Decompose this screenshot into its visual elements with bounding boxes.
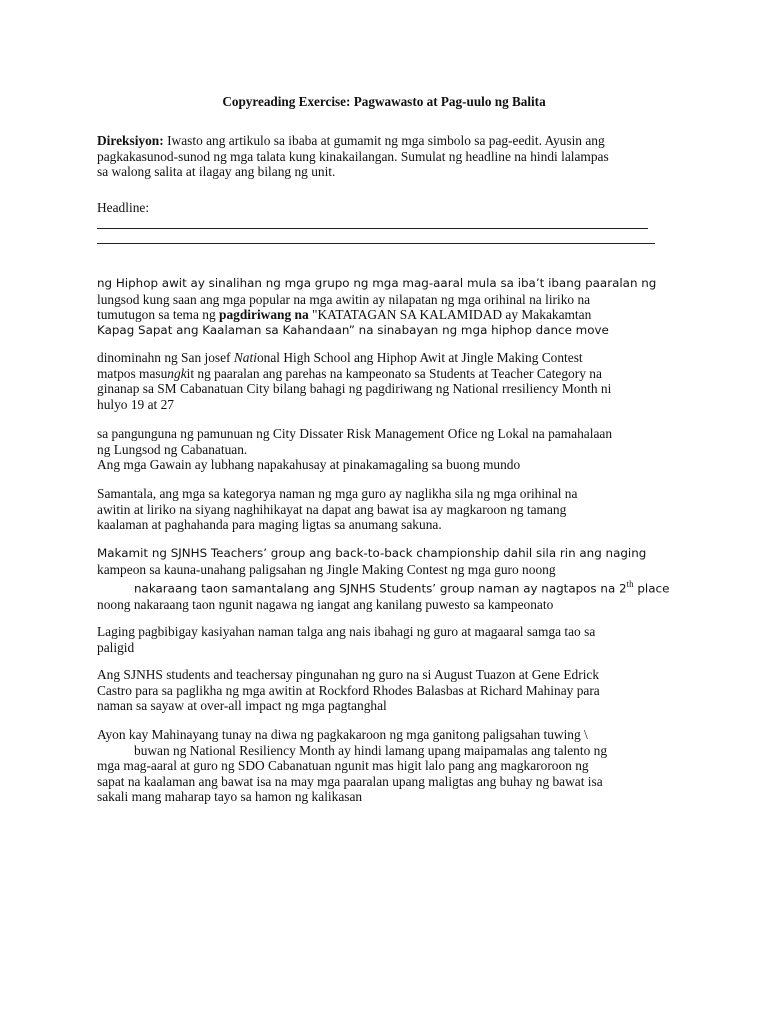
directions-line: sa walong salita at ilagay ang bilang ng unit.: [97, 164, 336, 180]
paragraph-line: hulyo 19 at 27: [97, 396, 174, 412]
paragraph-2: [97, 350, 677, 412]
directions-label: Direksiyon:: [97, 133, 164, 148]
paragraph-line: buwan ng National Resiliency Month ay hindi lamang upang maipamalas ang talento ng: [134, 742, 608, 758]
paragraph-line: kaalaman at paghahanda para maging ligtas sa anumang sakuna.: [97, 517, 442, 533]
paragraph-1: [97, 276, 677, 338]
paragraph-line: matpos masu: [97, 365, 168, 381]
paragraph-line: Kapag Sapat ang Kaalaman sa Kahandaan” na sinabayan ng mga hiphop dance move: [97, 322, 609, 337]
headline-blank-line-1: [97, 228, 648, 229]
paragraph-line: tumutugon sa tema ng: [97, 307, 219, 323]
paragraph-6: [97, 624, 677, 655]
directions-line: pagkakasunod-sunod ng mga talata kung kinakailangan. Sumulat ng headline na hindi lalampas: [97, 148, 609, 164]
headline-label-text: Headline:: [97, 200, 150, 215]
paragraph-line: Ayon kay Mahinayang tunay na diwa ng pagkakaroon ng mga ganitong paligsahan tuwing \: [97, 727, 588, 742]
paragraph-line: Makamit ng SJNHS Teachers’ group ang back-to-back championship dahil sila rin ang naging: [97, 546, 647, 560]
bold-text: pagdiriwang na: [219, 307, 309, 323]
paragraph-line: mga mag-aaral at guro ng SDO Cabanatuan ngunit mas higit lalo pang ang magkaroroon ng: [97, 758, 589, 774]
paragraph-4: [97, 486, 677, 533]
paragraph-3: [97, 426, 677, 473]
paragraph-line: paligid: [97, 639, 135, 655]
paragraph-line: lungsod kung saan ang mga popular na mga awitin ay nilapatan ng mga orihinal na liriko na: [97, 291, 591, 307]
headline-blank-line-2: [97, 243, 655, 244]
paragraph-7: [97, 667, 677, 714]
paragraph-line: Laging pagbibigay kasiyahan naman talga ang nais ibahagi ng guro at magaaral samga tao sa: [97, 624, 596, 639]
paragraph-line: sakali mang maharap tayo sa hamon ng kalikasan: [97, 789, 363, 805]
paragraph-line: Samantala, ang mga sa kategorya naman ng mga guro ay naglikha sila ng mga orihinal na: [97, 486, 578, 501]
italic-text: Nati: [233, 350, 257, 365]
paragraph-line: Castro para sa paglikha ng mga awitin at Rockford Rhodes Balasbas at Richard Mahinay para: [97, 682, 600, 698]
paragraph-line: ng Hiphop awit ay sinalihan ng mga grupo ng mga mag-aaral mula sa iba’t ibang paaralan ng: [97, 276, 657, 290]
paragraph-line: nakaraang taon samantalang ang SJNHS Students’ group naman ay nagtapos na 2: [134, 581, 627, 596]
paragraph-line: Ang mga Gawain ay lubhang napakahusay at pinakamagaling sa buong mundo: [97, 457, 521, 473]
paragraph-line: sa pangunguna ng pamunuan ng City Dissater Risk Management Ofice ng Lokal na pamahalaan: [97, 426, 613, 441]
italic-text: ngk: [167, 365, 187, 381]
superscript-text: th: [626, 579, 634, 590]
page-title: Copyreading Exercise: Pagwawasto at Pag-uulo ng Balita: [222, 94, 546, 109]
headline-label: [97, 200, 677, 216]
directions-line: Iwasto ang artikulo sa ibaba at gumamit ng mga simbolo sa pag-eedit. Ayusin ang: [163, 133, 605, 148]
paragraph-line: awitin at liriko na siyang naghihikayat na dapat ang bawat isa ay magkaroon ng tamang: [97, 501, 567, 517]
paragraph-line: it ng paaralan ang parehas na kampeonato sa Students at Teacher Category na: [186, 365, 602, 381]
paragraph-5: [97, 546, 677, 613]
paragraph-line: Ang SJNHS students and teachersay pingunahan ng guro na si August Tuazon at Gene Edrick: [97, 667, 600, 682]
paragraph-line: noong nakaraang taon ngunit nagawa ng iangat ang kanilang puwesto sa kampeonato: [97, 597, 554, 613]
paragraph-line: place: [633, 581, 670, 596]
paragraph-line: ginanap sa SM Cabanatuan City bilang bahagi ng pagdiriwang ng National rresiliency Month ni: [97, 381, 612, 397]
paragraph-line: onal High School ang Hiphop Awit at Jingle Making Contest: [256, 350, 583, 365]
paragraph-8: [97, 727, 677, 805]
paragraph-line: ng Lungsod ng Cabanatuan.: [97, 441, 248, 457]
directions-paragraph: [97, 133, 677, 180]
paragraph-line: "KATATAGAN SA KALAMIDAD ay Makakamtan: [308, 307, 592, 323]
paragraph-line: dinominahn ng San josef: [97, 350, 234, 365]
paragraph-line: sapat na kaalaman ang bawat isa na may mga paaralan upang maligtas ang buhay ng bawat isa: [97, 773, 603, 789]
paragraph-line: kampeon sa kauna-unahang paligsahan ng Jingle Making Contest ng mga guro noong: [97, 561, 556, 577]
paragraph-line: naman sa sayaw at over-all impact ng mga pagtanghal: [97, 698, 387, 714]
